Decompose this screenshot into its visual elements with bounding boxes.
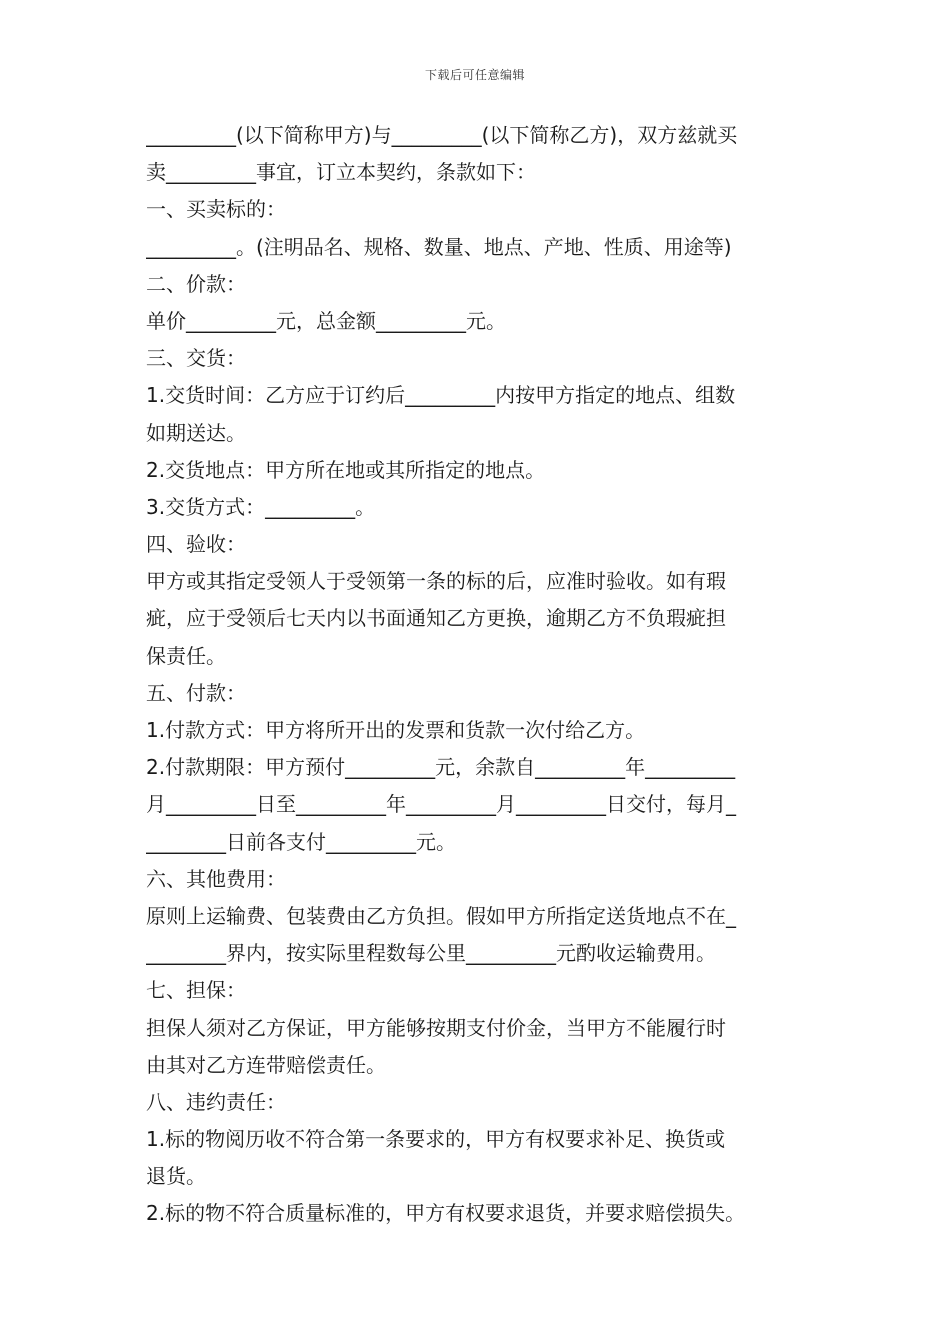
section-heading: 三、交货： [146,346,246,371]
text-line: 1.付款方式：甲方将所开出的发票和货款一次付给乙方。 [146,718,646,742]
text-line: 如期送达。 [146,420,246,445]
text-line: 1.标的物阅历收不符合第一条要求的，甲方有权要求补足、换货或 [146,1127,726,1152]
text-line: 由其对乙方连带赔偿责任。 [146,1052,386,1077]
section-heading: 八、违约责任： [146,1089,286,1114]
text-line: 疵，应于受领后七天内以书面通知乙方更换，逾期乙方不负瑕疵担 [146,606,726,631]
text-line: 2.付款期限：甲方预付_________元，余款自_________年_________ [146,755,736,780]
section-heading: 四、验收： [146,532,246,557]
text-line: 退货。 [146,1164,206,1189]
text-line: 原则上运输费、包装费由乙方负担。假如甲方所指定送货地点不在_ [146,903,736,928]
text-line: _________。(注明品名、规格、数量、地点、产地、性质、用途等) [146,234,732,259]
text-line: 2.交货地点：甲方所在地或其所指定的地点。 [146,457,546,482]
text-line: 1.交货时间：乙方应于订约后_________内按甲方指定的地点、组数 [146,383,736,408]
text-line: _________(以下简称甲方)与_________(以下简称乙方)，双方兹就买 [146,123,738,147]
text-line: 3.交货方式：_________。 [146,494,376,519]
contract-body [146,117,818,1233]
section-heading: 七、担保： [146,978,246,1003]
text-line: ________日前各支付_________元。 [146,829,456,854]
text-line: 担保人须对乙方保证，甲方能够按期支付价金，当甲方不能履行时 [146,1015,726,1040]
section-heading: 六、其他费用： [146,866,286,891]
text-line: ________界内，按实际里程数每公里_________元酌收运输费用。 [146,941,716,966]
text-line: 单价_________元，总金额_________元。 [146,308,506,333]
text-line: 甲方或其指定受领人于受领第一条的标的后，应准时验收。如有瑕 [146,569,726,594]
header-note: 下载后可任意编辑 [424,68,525,82]
text-line: 2.标的物不符合质量标准的，甲方有权要求退货，并要求赔偿损失。 [146,1201,746,1226]
text-line: 月_________日至_________年_________月_________日交付，每月_ [146,792,736,817]
text-line: 卖_________事宜，订立本契约，条款如下： [146,160,536,185]
section-heading: 一、买卖标的： [146,197,286,222]
section-heading: 二、价款： [146,271,246,296]
section-heading: 五、付款： [146,680,246,705]
text-line: 保责任。 [146,643,226,668]
